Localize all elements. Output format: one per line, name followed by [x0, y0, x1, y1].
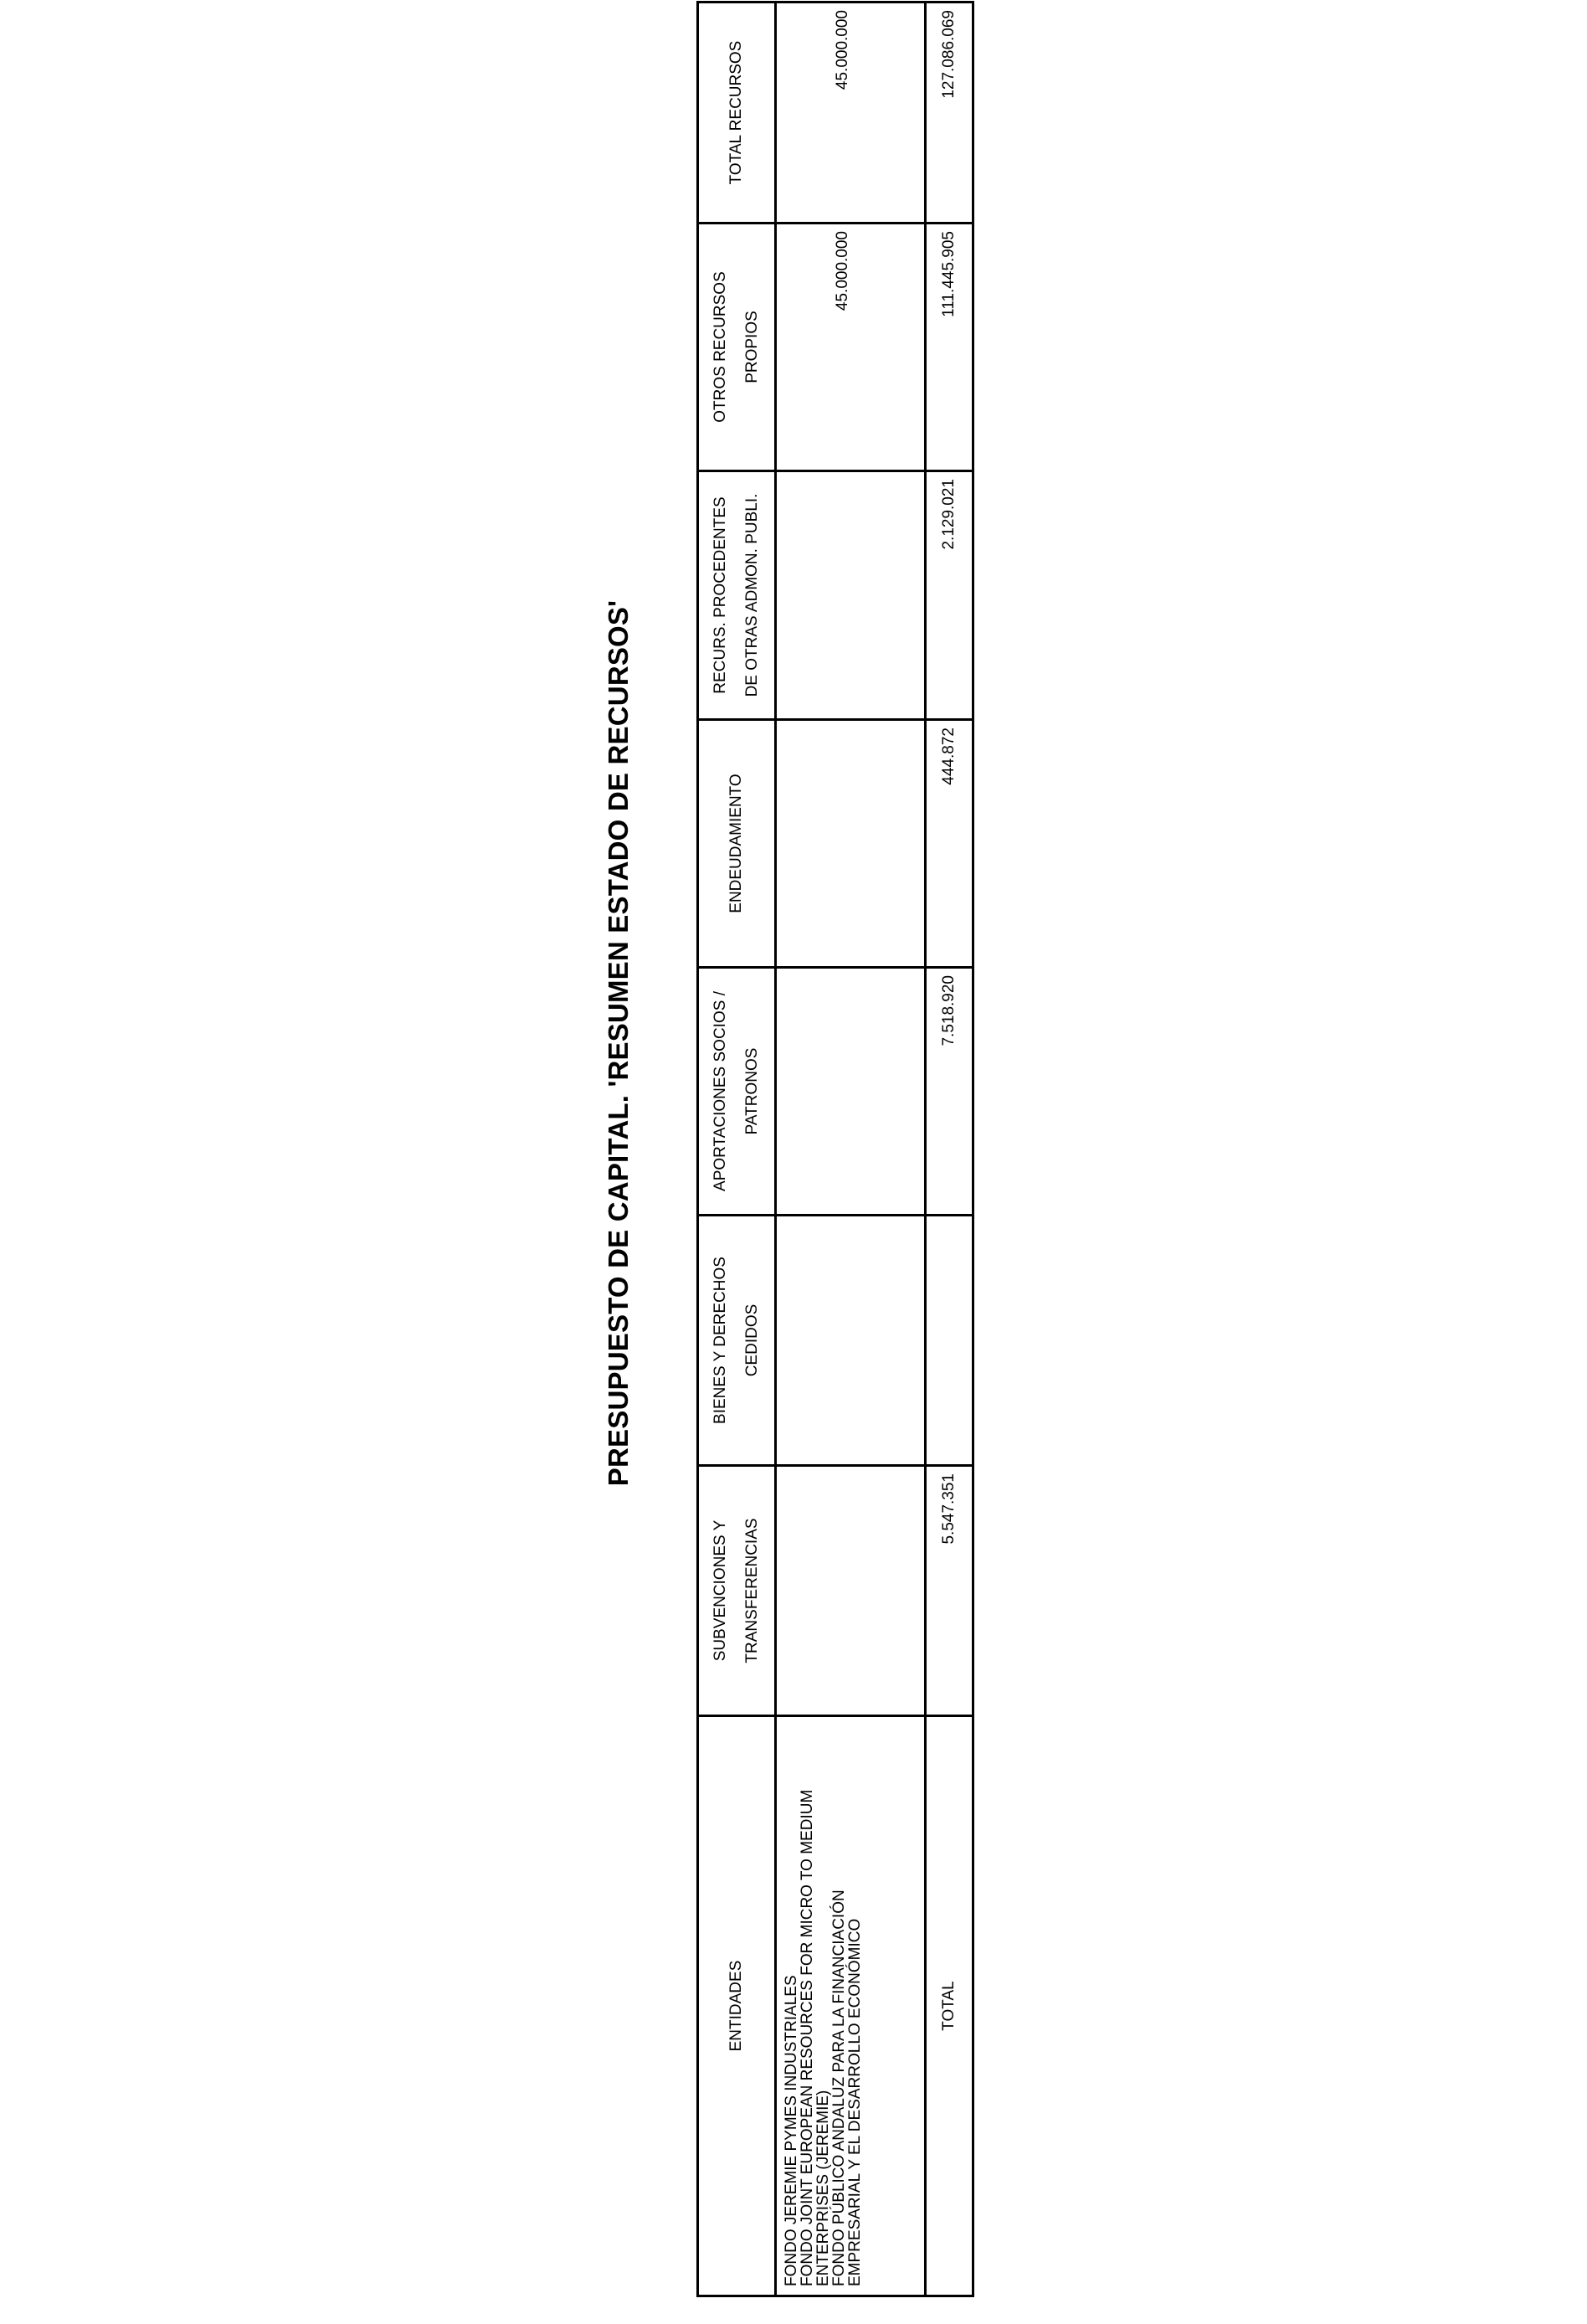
col-header-otros-recursos: OTROS RECURSOS PROPIOS: [698, 224, 776, 471]
col-header-bienes: BIENES Y DERECHOS CEDIDOS: [698, 1216, 776, 1466]
cell-bienes: [776, 1216, 926, 1466]
col-header-recurs-admon: RECURS. PROCEDENTES DE OTRAS ADMON. PUBLI.: [698, 471, 776, 720]
total-row: [926, 3, 973, 2296]
total-aportaciones: 7.518.920: [926, 968, 973, 1216]
page-title: PRESUPUESTO DE CAPITAL. 'RESUMEN ESTADO DE RECURSOS': [603, 599, 634, 1487]
total-bienes: [926, 1216, 973, 1466]
entity-line: FONDO JOINT EUROPEAN RESOURCES FOR MICRO TO MEDIUM: [799, 1789, 816, 2286]
total-otros-recursos: 111.445.905: [926, 224, 973, 471]
total-subvenciones: 5.547.351: [926, 1466, 973, 1716]
col-header-total-recursos: TOTAL RECURSOS: [698, 3, 776, 224]
header-row: [698, 3, 776, 2296]
col-header-subvenciones: SUBVENCIONES Y TRANSFERENCIAS: [698, 1466, 776, 1716]
entity-line: EMPRESARIAL Y EL DESARROLLO ECONÓMICO: [846, 1918, 864, 2286]
entity-line: FONDO JEREMIE PYMES INDUSTRIALES: [783, 1975, 800, 2286]
col-header-entidades: ENTIDADES: [698, 1716, 776, 2296]
entity-line: FONDO PÚBLICO ANDALUZ PARA LA FINANCIACIÓN: [830, 1890, 848, 2286]
col-header-endeudamiento: ENDEUDAMIENTO: [698, 720, 776, 968]
cell-aportaciones: [776, 968, 926, 1216]
resources-table: [696, 1, 974, 2297]
total-total-recursos: 127.086.069: [926, 3, 973, 224]
entities-cell: [776, 1716, 926, 2296]
cell-total-recursos: 45.000.000: [776, 3, 926, 224]
table-row: [776, 3, 926, 2296]
cell-recurs-admon: [776, 471, 926, 720]
total-label: TOTAL: [926, 1716, 973, 2296]
total-endeudamiento: 444.872: [926, 720, 973, 968]
col-header-aportaciones: APORTACIONES SOCIOS / PATRONOS: [698, 968, 776, 1216]
cell-endeudamiento: [776, 720, 926, 968]
cell-otros-recursos: 45.000.000: [776, 224, 926, 471]
entity-line: ENTERPRISES (JEREMIE): [814, 2090, 832, 2286]
total-recurs-admon: 2.129.021: [926, 471, 973, 720]
cell-subvenciones: [776, 1466, 926, 1716]
